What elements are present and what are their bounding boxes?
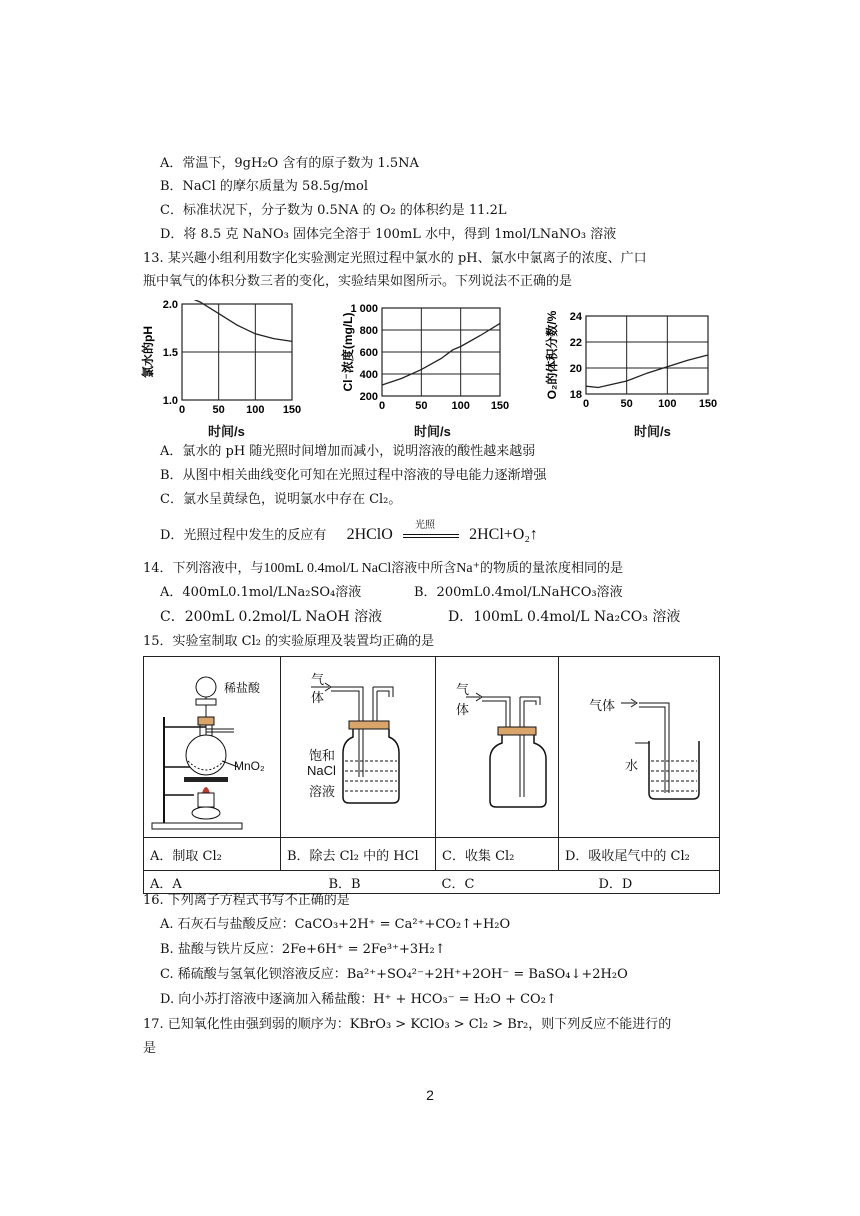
x-tick-label: 0 bbox=[582, 398, 590, 410]
x-tick-label: 100 bbox=[246, 404, 265, 416]
q13-option-c: C．氯水呈黄绿色，说明氯水中存在 Cl₂。 bbox=[160, 492, 402, 507]
apparatus-c-cell bbox=[436, 657, 559, 838]
y-tick-label: 2.0 bbox=[162, 300, 178, 311]
q16-option-c: C. 稀硫酸与氢氧化钡溶液反应：Ba²⁺+SO₄²⁻+2H⁺+2OH⁻ = BaSO₄↓+2H₂O bbox=[160, 967, 628, 982]
x-tick-label: 50 bbox=[620, 398, 633, 410]
chloride-chart-svg bbox=[330, 300, 520, 440]
plot-frame bbox=[586, 316, 708, 394]
y-axis-label: 氯水的pH bbox=[141, 326, 155, 378]
q13-stem-line2: 瓶中氧气的体积分数三者的变化，实验结果如图所示。下列说法不正确的是 bbox=[143, 274, 573, 289]
label-gas-d: 气体 bbox=[589, 699, 616, 714]
label-mno2: MnO₂ bbox=[234, 759, 265, 773]
apparatus-a-cell bbox=[144, 657, 281, 838]
ph-chart-xlabel: 时间/s bbox=[208, 424, 245, 439]
oxygen-chart bbox=[540, 300, 720, 440]
y-tick-label: 18 bbox=[569, 389, 582, 401]
series-line bbox=[382, 323, 500, 385]
ph-chart bbox=[140, 300, 310, 440]
label-dilute-hcl: 稀盐酸 bbox=[224, 681, 261, 695]
apparatus-d-cell bbox=[559, 657, 720, 838]
y-tick-label: 600 bbox=[359, 347, 378, 359]
answer-a: A．A bbox=[144, 871, 281, 894]
q14-option-d: D．100mL 0.4mol/L Na₂CO₃ 溶液 bbox=[448, 609, 681, 625]
y-axis-label: Cl⁻浓度(mg/L) bbox=[341, 312, 355, 392]
caption-d: D．吸收尾气中的 Cl₂ bbox=[559, 838, 720, 871]
series-line bbox=[586, 355, 708, 388]
reaction-left: 2HClO bbox=[346, 526, 393, 543]
label-gas-b2: 体 bbox=[311, 691, 325, 706]
oxygen-chart-svg bbox=[540, 300, 720, 440]
series-line bbox=[182, 300, 292, 341]
q16-option-b: B. 盐酸与铁片反应：2Fe+6H⁺ = 2Fe³⁺+3H₂↑ bbox=[160, 942, 446, 957]
label-water: 水 bbox=[625, 759, 639, 774]
label-gas-c2: 体 bbox=[456, 703, 470, 718]
y-tick-label: 20 bbox=[569, 363, 582, 375]
chloride-chart bbox=[330, 300, 520, 440]
label-nacl: NaCl bbox=[307, 763, 336, 778]
x-tick-label: 150 bbox=[282, 404, 302, 416]
answer-b: B．B bbox=[281, 871, 436, 894]
apparatus-b-drawing bbox=[281, 657, 435, 833]
q13-option-b: B．从图中相关曲线变化可知在光照过程中溶液的导电能力逐渐增强 bbox=[160, 468, 547, 483]
x-tick-label: 150 bbox=[698, 398, 718, 410]
caption-c: C．收集 Cl₂ bbox=[436, 838, 559, 871]
y-tick-label: 1.5 bbox=[162, 347, 178, 359]
q13-option-d-text: D．光照过程中发生的反应有 bbox=[160, 528, 327, 543]
q14-stem bbox=[143, 560, 623, 578]
y-tick-label: 200 bbox=[359, 391, 378, 403]
q14-stem-mid: 溶液中所含 bbox=[391, 561, 457, 576]
y-tick-label: 24 bbox=[569, 311, 582, 323]
q16-option-a: A. 石灰石与盐酸反应：CaCO₃+2H⁺ = Ca²⁺+CO₂↑+H₂O bbox=[160, 917, 511, 932]
y-tick-label: 800 bbox=[359, 325, 378, 337]
q16-stem: 16. 下列离子方程式书写不正确的是 bbox=[143, 893, 350, 908]
apparatus-table bbox=[143, 656, 720, 894]
y-axis-label: O₂的体积分数/% bbox=[545, 310, 559, 400]
apparatus-c-drawing bbox=[436, 657, 558, 833]
label-gas-c1: 气 bbox=[456, 683, 470, 698]
q13-option-d bbox=[160, 519, 538, 545]
q17-stem-line2: 是 bbox=[143, 1041, 157, 1056]
q12-option-a: A．常温下，9gH₂O 含有的原子数为 1.5NA bbox=[160, 156, 419, 171]
caption-b: B．除去 Cl₂ 中的 HCl bbox=[281, 838, 436, 871]
label-gas-b1: 气 bbox=[311, 673, 325, 688]
q12-option-d: D．将 8.5 克 NaNO₃ 固体完全溶于 100mL 水中，得到 1mol/LNaNO₃ 溶液 bbox=[160, 227, 617, 242]
label-solution: 溶液 bbox=[309, 785, 336, 800]
q14-stem-suffix: 的物质的量浓度相同的是 bbox=[479, 561, 623, 576]
caption-a: A．制取 Cl₂ bbox=[144, 838, 281, 871]
y-tick-label: 400 bbox=[359, 369, 378, 381]
chloride-chart-xlabel: 时间/s bbox=[414, 424, 451, 439]
label-saturated: 饱和 bbox=[309, 749, 336, 764]
answer-d: D．D bbox=[559, 871, 720, 894]
x-tick-label: 100 bbox=[451, 400, 470, 412]
reaction-condition: 光照 bbox=[414, 519, 435, 531]
q14-stem-ion: Na⁺ bbox=[456, 561, 480, 576]
x-tick-label: 50 bbox=[415, 400, 428, 412]
q14-option-b: B．200mL0.4mol/LNaHCO₃溶液 bbox=[414, 585, 623, 600]
q14-stem-solution: 100mL 0.4mol/L NaCl bbox=[263, 561, 392, 576]
y-tick-label: 1 000 bbox=[350, 303, 378, 315]
apparatus-b-cell bbox=[281, 657, 436, 838]
x-tick-label: 100 bbox=[658, 398, 677, 410]
ph-chart-svg bbox=[140, 300, 310, 440]
q12-option-b: B．NaCl 的摩尔质量为 58.5g/mol bbox=[160, 179, 369, 194]
q14-option-c: C．200mL 0.2mol/L NaOH 溶液 bbox=[160, 609, 383, 625]
answer-c: C．C bbox=[436, 871, 559, 894]
reaction-arrow bbox=[403, 519, 459, 545]
oxygen-chart-xlabel: 时间/s bbox=[634, 424, 671, 439]
q13-option-a: A．氯水的 pH 随光照时间增加而减小，说明溶液的酸性越来越弱 bbox=[160, 444, 536, 459]
q16-option-d: D. 向小苏打溶液中逐滴加入稀盐酸：H⁺ + HCO₃⁻ = H₂O + CO₂↑ bbox=[160, 992, 557, 1007]
q14-stem-prefix: 14．下列溶液中，与 bbox=[143, 561, 264, 576]
y-tick-label: 1.0 bbox=[162, 395, 178, 407]
x-tick-label: 150 bbox=[490, 400, 510, 412]
q17-stem-line1: 17. 已知氧化性由强到弱的顺序为：KBrO₃ > KClO₃ > Cl₂ > Br₂，则下列反应不能进行的 bbox=[143, 1017, 672, 1032]
q14-option-a: A．400mL0.1mol/LNa₂SO₄溶液 bbox=[160, 585, 362, 600]
x-tick-label: 0 bbox=[178, 404, 186, 416]
x-tick-label: 0 bbox=[378, 400, 386, 412]
x-tick-label: 50 bbox=[212, 404, 225, 416]
page-number: 2 bbox=[426, 1087, 434, 1103]
q12-option-c: C．标准状况下，分子数为 0.5NA 的 O₂ 的体积约是 11.2L bbox=[160, 203, 507, 218]
apparatus-d-drawing bbox=[559, 657, 719, 833]
q13-stem-line1: 13. 某兴趣小组利用数字化实验测定光照过程中氯水的 pH、氯水中氯离子的浓度、广口 bbox=[143, 251, 647, 266]
q15-stem: 15．实验室制取 Cl₂ 的实验原理及装置均正确的是 bbox=[143, 634, 435, 649]
y-tick-label: 22 bbox=[569, 337, 582, 349]
reaction-right: 2HCl+O₂↑ bbox=[469, 526, 538, 543]
